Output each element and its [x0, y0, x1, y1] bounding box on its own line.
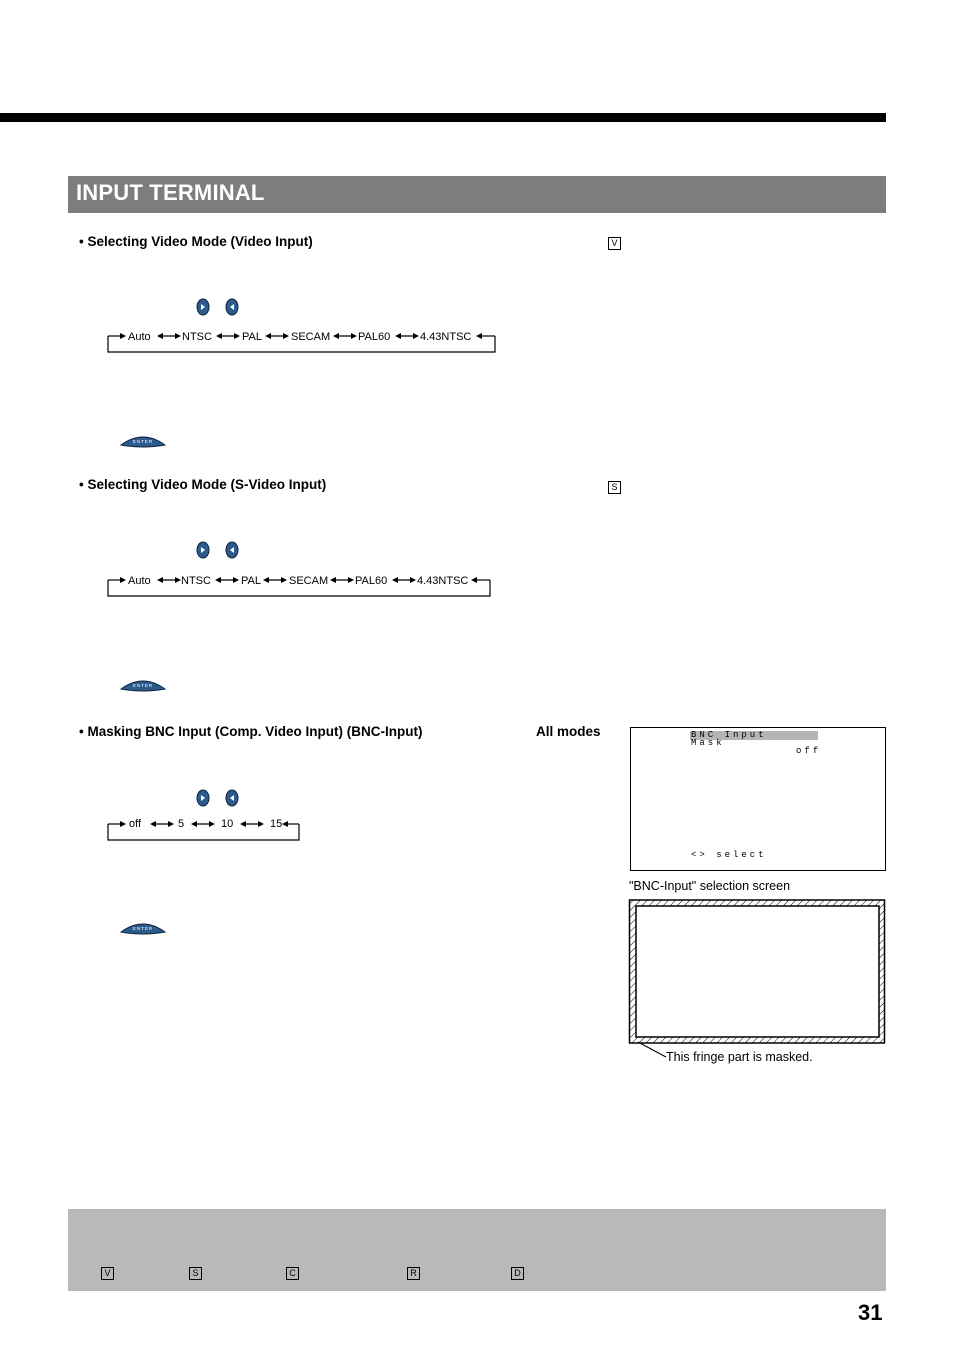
- masked-fringe-diagram: [628, 898, 888, 1048]
- seq-item: 10: [221, 818, 234, 830]
- double-arrow-icon: [216, 333, 240, 339]
- seq-item: PAL: [242, 331, 262, 343]
- double-arrow-icon: [240, 821, 264, 827]
- seq-item: NTSC: [181, 575, 211, 587]
- enter-label: ENTER: [132, 926, 154, 931]
- footer-badge-d: D: [511, 1267, 524, 1280]
- double-arrow-icon: [157, 577, 181, 583]
- mode-badge-s: S: [608, 481, 621, 494]
- selection-screen-caption: "BNC-Input" selection screen: [629, 879, 791, 893]
- footer-badge-r: R: [407, 1267, 420, 1280]
- double-arrow-icon: [330, 577, 354, 583]
- enter-label: ENTER: [132, 439, 154, 444]
- top-rule: [0, 113, 886, 122]
- seq-item: SECAM: [289, 575, 329, 587]
- enter-button-icon: [118, 918, 168, 936]
- double-arrow-icon: [150, 821, 174, 827]
- section-3-heading: [79, 724, 422, 739]
- double-arrow-icon: [263, 577, 287, 583]
- section-2-heading: [79, 477, 326, 492]
- double-arrow-icon: [191, 821, 215, 827]
- double-arrow-icon: [157, 333, 181, 339]
- seq-item: 5: [178, 818, 185, 830]
- heading-text: Selecting Video Mode (S-Video Input): [87, 477, 327, 492]
- enter-button-icon: [118, 431, 168, 449]
- osd-item: Mask: [691, 738, 725, 748]
- bullet: •: [79, 477, 84, 492]
- osd-value: off: [796, 746, 822, 756]
- double-arrow-icon: [215, 577, 239, 583]
- seq-item: Auto: [128, 331, 151, 343]
- footer-badge-c: C: [286, 1267, 299, 1280]
- footer-badge-v: V: [101, 1267, 114, 1280]
- seq-item: Auto: [128, 575, 151, 587]
- heading-text: Selecting Video Mode (Video Input): [87, 234, 313, 249]
- masked-note: This fringe part is masked.: [666, 1050, 813, 1064]
- pointer-line: [636, 1040, 670, 1060]
- double-arrow-icon: [333, 333, 357, 339]
- seq-item: PAL: [241, 575, 261, 587]
- seq-item: PAL60: [358, 331, 391, 343]
- bnc-input-osd-screen: [630, 727, 886, 871]
- enter-label: ENTER: [132, 683, 154, 688]
- left-right-buttons: [196, 297, 244, 317]
- seq-item: 4.43NTSC: [417, 575, 469, 587]
- seq-item: SECAM: [291, 331, 331, 343]
- bullet: •: [79, 234, 84, 249]
- section-1-heading: [79, 234, 313, 249]
- double-arrow-icon: [395, 333, 419, 339]
- osd-title: BNC Input: [691, 730, 767, 740]
- page-number: 31: [858, 1300, 883, 1325]
- footer-badge-s: S: [189, 1267, 202, 1280]
- double-arrow-icon: [392, 577, 416, 583]
- all-modes-label: All modes: [536, 724, 601, 739]
- seq-item: off: [129, 818, 142, 830]
- seq-item: NTSC: [182, 331, 212, 343]
- enter-button-icon: [118, 675, 168, 693]
- left-right-buttons: [196, 788, 244, 808]
- bullet: •: [79, 724, 84, 739]
- seq-item: 15: [270, 818, 283, 830]
- double-arrow-icon: [265, 333, 289, 339]
- seq-item: 4.43NTSC: [420, 331, 472, 343]
- page-title: INPUT TERMINAL: [76, 180, 265, 205]
- mode-badge-v: V: [608, 237, 621, 250]
- seq-item: PAL60: [355, 575, 388, 587]
- left-right-buttons: [196, 540, 244, 560]
- heading-text: Masking BNC Input (Comp. Video Input) (BNC-Input): [87, 724, 423, 739]
- osd-hint: <> select: [691, 850, 767, 860]
